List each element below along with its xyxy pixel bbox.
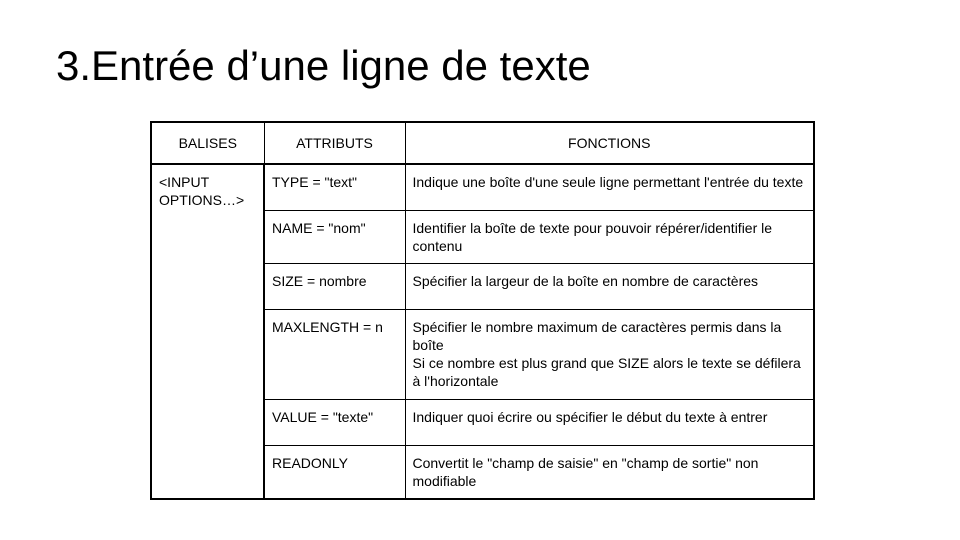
balise-cell <box>151 164 264 499</box>
fonction-line: Indique une boîte d'une seule ligne permettant l'entrée du texte <box>412 174 804 190</box>
header-balises: BALISES <box>151 122 264 164</box>
table-header-row <box>151 122 814 164</box>
fonction-line: Identifier la boîte de texte pour pouvoir répérer/identifier le contenu <box>412 219 773 254</box>
header-fonctions: FONCTIONS <box>405 122 814 164</box>
attribut-cell: SIZE = nombre <box>264 263 405 309</box>
fonction-cell <box>405 210 814 263</box>
fonction-line: Spécifier la largeur de la boîte en nombre de caractères <box>412 272 759 289</box>
attribut-cell: NAME = "nom" <box>264 210 405 263</box>
attribut-cell: READONLY <box>264 445 405 499</box>
attribut-cell: MAXLENGTH = n <box>264 309 405 399</box>
attribut-cell: TYPE = "text" <box>264 164 405 210</box>
fonction-cell <box>405 445 814 499</box>
header-attributs: ATTRIBUTS <box>264 122 405 164</box>
attributes-table <box>150 121 815 500</box>
fonction-cell <box>405 399 814 445</box>
fonction-line: Convertit le "champ de saisie" en "champ de sortie" non modifiable <box>412 454 759 489</box>
fonction-line: Si ce nombre est plus grand que SIZE alors le texte se défilera à l'horizontale <box>412 354 801 389</box>
fonction-cell <box>405 263 814 309</box>
fonction-line: Spécifier le nombre maximum de caractères permis dans la boîte <box>412 318 782 353</box>
table-row <box>151 164 814 210</box>
balise-line: <INPUT <box>159 174 210 190</box>
fonction-line: Indiquer quoi écrire ou spécifier le début du texte à entrer <box>412 408 768 425</box>
slide-title: 3.Entrée d’une ligne de texte <box>56 42 591 89</box>
balise-line: OPTIONS…> <box>159 192 245 208</box>
attribut-cell: VALUE = "texte" <box>264 399 405 445</box>
fonction-cell <box>405 164 814 210</box>
fonction-cell <box>405 309 814 399</box>
